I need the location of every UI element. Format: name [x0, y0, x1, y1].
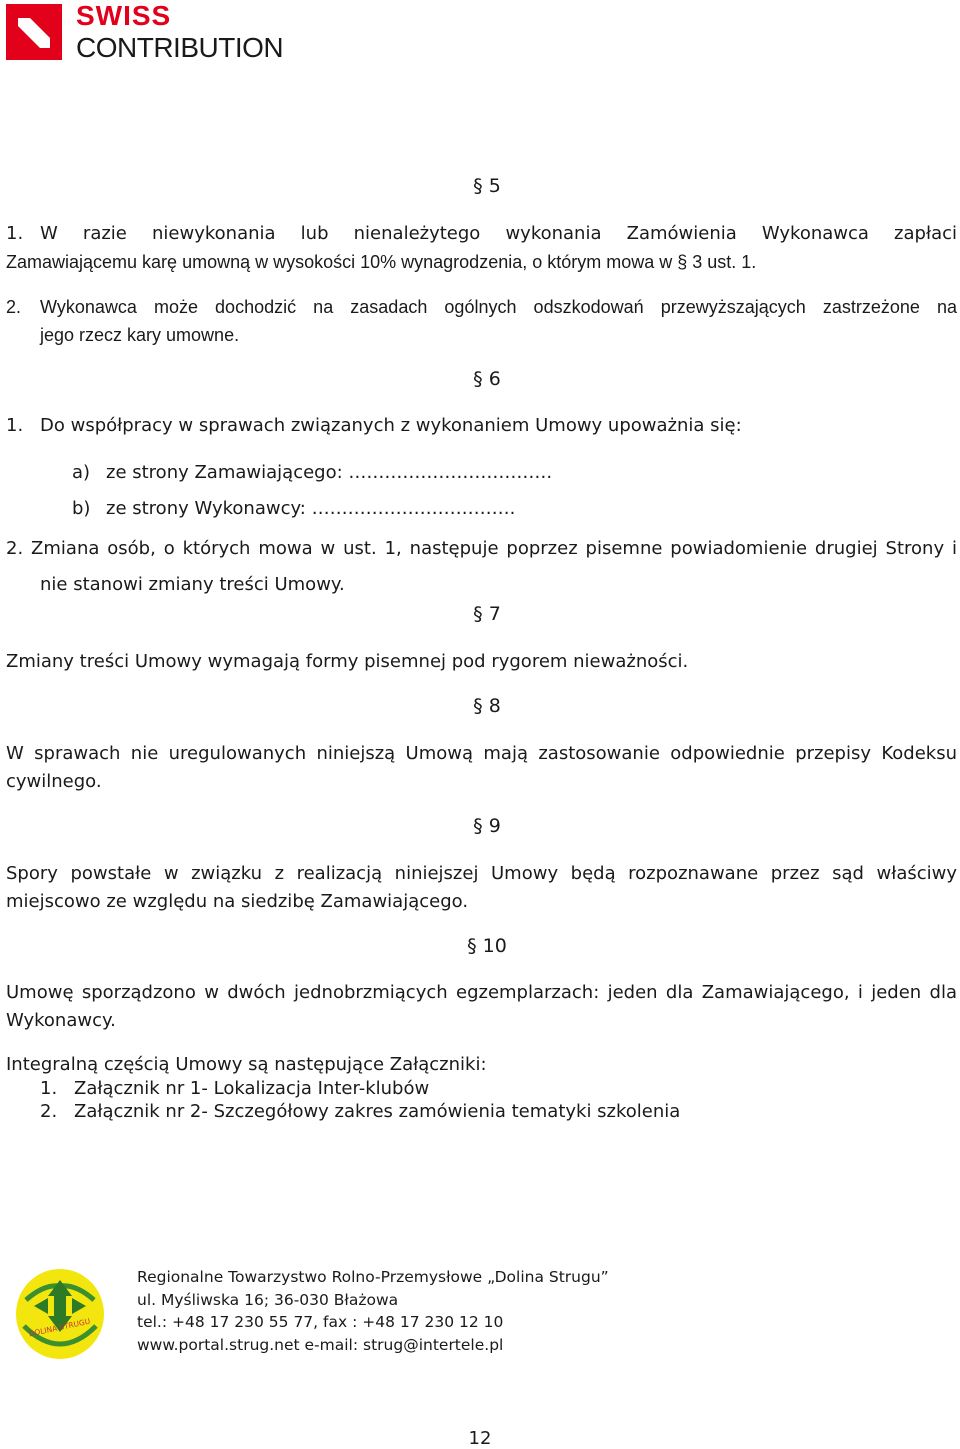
logo-caption: DOLINA STRUGU [27, 1316, 92, 1339]
footer-line-4: www.portal.strug.net e-mail: strug@intertele.pl [137, 1335, 504, 1354]
s6-p2-line-2: nie stanowi zmiany treści Umowy. [40, 574, 345, 595]
s6-paragraph-1 [6, 412, 957, 440]
s6-a-label: a) [72, 462, 91, 483]
attachments-intro: Integralną częścią Umowy są następujące Załączniki: [6, 1054, 487, 1075]
s6-a-text: ze strony Zamawiającego: ……………………………. [106, 462, 553, 483]
footer-line-3: tel.: +48 17 230 55 77, fax : +48 17 230 12 10 [137, 1313, 504, 1331]
page-number: 12 [468, 1428, 492, 1449]
section-6-title: § 6 [473, 368, 501, 390]
section-8-title: § 8 [473, 695, 501, 717]
s6-p1-text: Do współpracy w sprawach związanych z wykonaniem Umowy upoważnia się: [40, 415, 742, 436]
s9-line-2: miejscowo ze względu na siedzibę Zamawiającego. [6, 891, 469, 912]
section-5-title: § 5 [473, 175, 501, 197]
s5-p1-line-1: W razie niewykonania lub nienależytego wykonania Zamówienia Wykonawca zapłaci [40, 223, 957, 244]
s7-paragraph: Zmiany treści Umowy wymagają formy pisemnej pod rygorem nieważności. [6, 651, 689, 672]
s5-paragraph-2 [6, 293, 957, 349]
logo-line-2: CONTRIBUTION [76, 32, 284, 63]
s8-paragraph [6, 740, 957, 796]
dolina-strugu-emblem-icon [14, 1266, 106, 1362]
s6-paragraph-2 [6, 531, 957, 603]
s10-line-1: Umowę sporządzono w dwóch jednobrzmiących egzemplarzach: jeden dla Zamawiającego, i jeden dla [6, 982, 957, 1003]
footer-address [137, 1266, 609, 1356]
s6-p2-line-1: 2. Zmiana osób, o których mowa w ust. 1, następuje poprzez pisemne powiadomienie drugiej Strony i [6, 538, 957, 559]
s5-p2-number: 2. [6, 297, 22, 317]
s10-line-2: Wykonawcy. [6, 1010, 116, 1031]
s5-paragraph-1 [6, 220, 957, 276]
s6-b-text: ze strony Wykonawcy: ……………………………. [106, 498, 516, 519]
swiss-contribution-logo [6, 0, 296, 64]
swiss-flag-icon [6, 4, 62, 60]
s5-p1-number: 1. [6, 223, 24, 244]
dolina-strugu-logo [14, 1266, 106, 1362]
s6-b-label: b) [72, 498, 91, 519]
footer-line-1: Regionalne Towarzystwo Rolno-Przemysłowe „Dolina Strugu” [137, 1268, 609, 1286]
s8-line-2: cywilnego. [6, 771, 102, 792]
footer-line-2: ul. Myśliwska 16; 36-030 Błażowa [137, 1290, 399, 1309]
s5-p1-line-2: Zamawiającemu karę umowną w wysokości 10% wynagrodzenia, o którym mowa w § 3 ust. 1. [6, 252, 757, 272]
s9-paragraph [6, 860, 957, 916]
section-7-title: § 7 [473, 603, 501, 625]
s5-p2-line-2: jego rzecz kary umowne. [40, 325, 240, 345]
s6-item-a [72, 459, 872, 487]
s10-paragraph [6, 979, 957, 1035]
attachment-item-2: 2. Załącznik nr 2- Szczegółowy zakres zamówienia tematyki szkolenia [40, 1101, 681, 1122]
s9-line-1: Spory powstałe w związku z realizacją niniejszej Umowy będą rozpoznawane przez sąd właściwy [6, 863, 957, 884]
attachment-item-1: 1. Załącznik nr 1- Lokalizacja Inter-klubów [40, 1077, 430, 1099]
s6-p1-number: 1. [6, 415, 24, 436]
s10-attachments [6, 1053, 957, 1124]
section-9-title: § 9 [473, 815, 501, 837]
section-10-title: § 10 [467, 935, 507, 957]
s6-item-b [72, 495, 872, 523]
s8-line-1: W sprawach nie uregulowanych niniejszą Umową mają zastosowanie odpowiednie przepisy Kodeksu [6, 743, 957, 764]
s5-p2-line-1: Wykonawca może dochodzić na zasadach ogólnych odszkodowań przewyższających zastrzeżone na [40, 297, 957, 317]
logo-line-1: SWISS [76, 0, 172, 31]
